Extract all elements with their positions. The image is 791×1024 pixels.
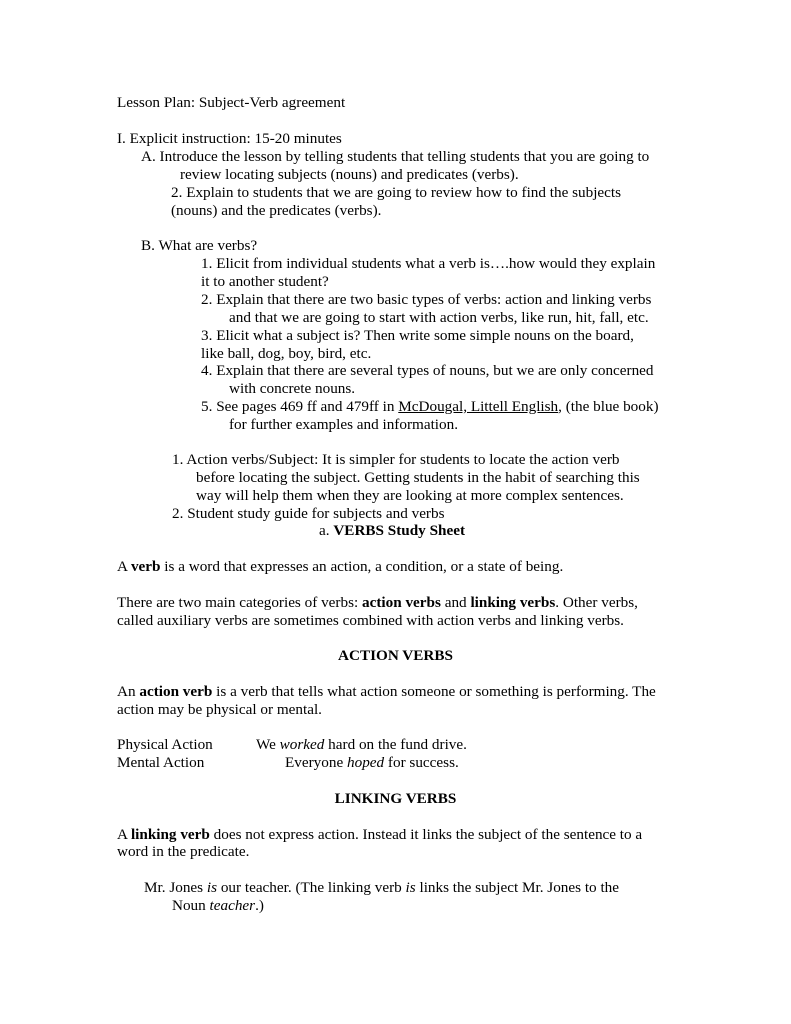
document-title: Lesson Plan: Subject-Verb agreement (117, 94, 346, 111)
sub-item-4-line-2: with concrete nouns. (229, 380, 356, 397)
sub-item-3-line-2: like ball, dog, boy, bird, etc. (201, 345, 372, 362)
linking-verb-definition-line-2: word in the predicate. (117, 843, 250, 860)
verb-definition: A verb is a word that expresses an action, a condition, or a state of being. (117, 558, 564, 575)
sub-item-1-line-1: 1. Elicit from individual students what a verb is….how would they explain (201, 255, 656, 272)
sub-item-5-line-1: 5. See pages 469 ff and 479ff in McDougal, Littell English, (the blue book) (201, 398, 659, 415)
action-verb-definition-line-2: action may be physical or mental. (117, 701, 322, 718)
action-verbs-heading: ACTION VERBS (338, 647, 453, 664)
physical-action-example: We worked hard on the fund drive. (256, 736, 467, 753)
action-verb-definition-line-1: An action verb is a verb that tells what action someone or something is performing. The (117, 683, 656, 700)
list-item-1-line-1: 1. Action verbs/Subject: It is simpler for students to locate the action verb (172, 451, 620, 468)
sub-item-1-line-2: it to another student? (201, 273, 329, 290)
list-item-1-line-3: way will help them when they are looking at more complex sentences. (196, 487, 624, 504)
linking-example-line-2: Noun teacher.) (172, 897, 264, 914)
categories-line-2: called auxiliary verbs are sometimes combined with action verbs and linking verbs. (117, 612, 624, 629)
sub-item-4-line-1: 4. Explain that there are several types of nouns, but we are only concerned (201, 362, 654, 379)
item-a-line-2: review locating subjects (nouns) and predicates (verbs). (180, 166, 519, 183)
sub-item-2-line-2: and that we are going to start with action verbs, like run, hit, fall, etc. (229, 309, 649, 326)
book-title: McDougal, Littell English (398, 398, 559, 415)
list-item-1-line-2: before locating the subject. Getting students in the habit of searching this (196, 469, 640, 486)
mental-action-label: Mental Action (117, 754, 205, 771)
section-1-heading: I. Explicit instruction: 15-20 minutes (117, 130, 342, 147)
item-2-line-1: 2. Explain to students that we are going to review how to find the subjects (171, 184, 622, 201)
item-2-line-2: (nouns) and the predicates (verbs). (171, 202, 382, 219)
sub-item-3-line-1: 3. Elicit what a subject is? Then write some simple nouns on the board, (201, 327, 634, 344)
list-item-2-line-1: 2. Student study guide for subjects and verbs (172, 505, 445, 522)
item-b-heading: B. What are verbs? (141, 237, 258, 254)
item-a-line-1: A. Introduce the lesson by telling students that telling students that you are going to (141, 148, 650, 165)
sub-item-5-line-2: for further examples and information. (229, 416, 458, 433)
study-sheet-title: a. VERBS Study Sheet (319, 522, 466, 539)
physical-action-label: Physical Action (117, 736, 213, 753)
sub-item-2-line-1: 2. Explain that there are two basic types of verbs: action and linking verbs (201, 291, 652, 308)
linking-verb-definition-line-1: A linking verb does not express action. Instead it links the subject of the sentence to a (117, 826, 643, 843)
categories-line-1: There are two main categories of verbs: action verbs and linking verbs. Other verbs, (117, 594, 638, 611)
linking-example-line-1: Mr. Jones is our teacher. (The linking verb is links the subject Mr. Jones to the (144, 879, 619, 896)
mental-action-example: Everyone hoped for success. (285, 754, 459, 771)
linking-verbs-heading: LINKING VERBS (334, 790, 457, 807)
